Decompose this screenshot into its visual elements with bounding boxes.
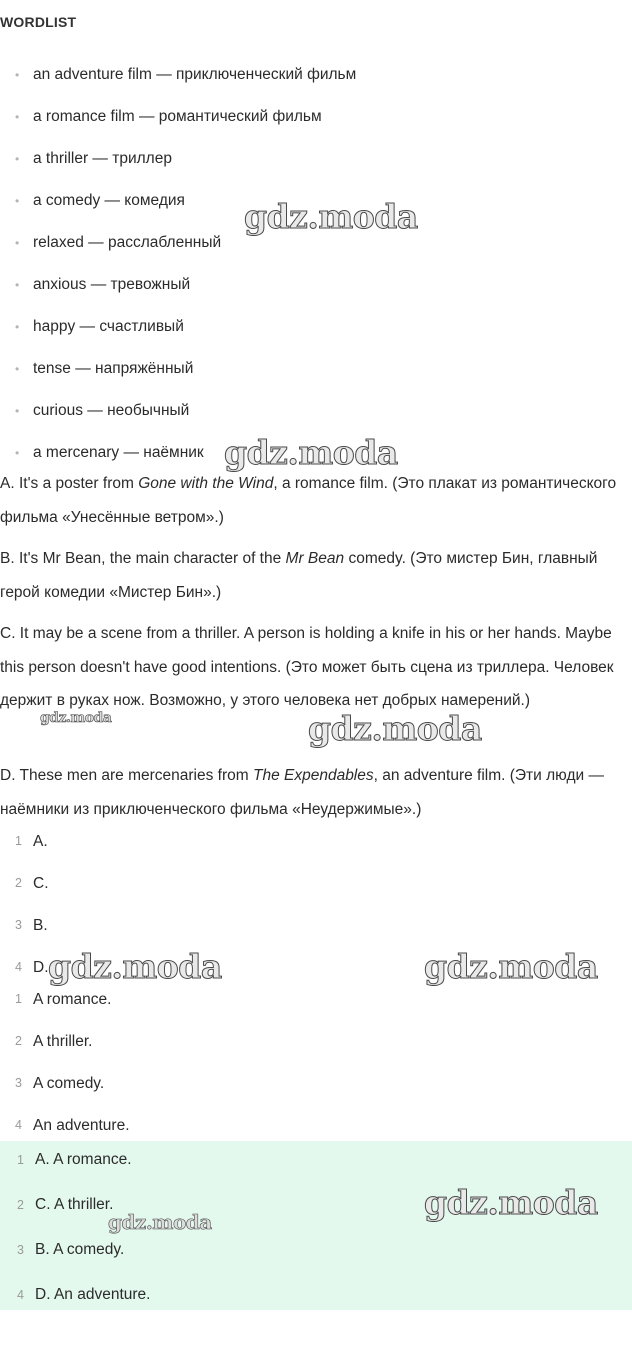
answer-item: [0, 1144, 150, 1189]
paragraph-d: [0, 759, 632, 826]
item-number: 4: [15, 1118, 22, 1132]
list-item: [0, 1067, 130, 1109]
wordlist-item: • a romance film — романтический фильм: [0, 96, 356, 138]
watermark: gdz.moda: [244, 197, 418, 236]
watermark: gdz.moda: [308, 709, 482, 748]
watermark: gdz.moda: [48, 947, 222, 986]
numbered-list-2: [0, 983, 130, 1151]
item-number: 2: [15, 1034, 22, 1048]
list-item: [0, 1025, 130, 1067]
watermark: gdz.moda: [108, 1210, 212, 1234]
answer-item: [0, 1279, 150, 1324]
answer-block: [0, 1141, 632, 1310]
paragraph-b: [0, 542, 632, 609]
item-number: 1: [15, 992, 22, 1006]
item-text: C.: [33, 875, 49, 892]
wordlist-item: • anxious — тревожный: [0, 264, 356, 306]
watermark: gdz.moda: [224, 433, 398, 472]
list-item: [0, 983, 130, 1025]
film-title: The Expendables: [252, 767, 374, 784]
item-number: 1: [17, 1153, 24, 1167]
wordlist-item: • curious — необычный: [0, 390, 356, 432]
item-number: 3: [15, 1076, 22, 1090]
wordlist-item: • relaxed — расслабленный: [0, 222, 356, 264]
item-text: B.: [33, 917, 48, 934]
film-title: Gone with the Wind: [138, 475, 274, 492]
watermark: gdz.moda: [424, 1183, 598, 1222]
paragraph-text: A. It's a poster from: [0, 475, 139, 492]
numbered-list-1: [0, 825, 49, 993]
paragraph-text: comedy. (Это мистер Бин, главный герой комедии «Мистер Бин».): [0, 550, 598, 601]
answer-item: [0, 1189, 150, 1234]
item-text: B. A comedy.: [35, 1241, 125, 1258]
wordlist: [0, 54, 356, 474]
item-text: A romance.: [33, 991, 112, 1008]
wordlist-item: • happy — счастливый: [0, 306, 356, 348]
item-text: An adventure.: [33, 1117, 130, 1134]
list-item: [0, 867, 49, 909]
item-number: 2: [17, 1198, 24, 1212]
item-text: A thriller.: [33, 1033, 93, 1050]
paragraph-a: [0, 467, 632, 534]
watermark: gdz.moda: [40, 710, 112, 726]
answer-item: [0, 1234, 150, 1279]
item-text: A.: [33, 833, 48, 850]
item-number: 4: [17, 1288, 24, 1302]
wordlist-item: • an adventure film — приключенческий фильм: [0, 54, 356, 96]
paragraph-text: B. It's Mr Bean, the main character of the: [0, 550, 286, 567]
item-text: A. A romance.: [35, 1151, 132, 1168]
item-text: D.: [33, 959, 49, 976]
item-number: 1: [15, 834, 22, 848]
item-text: D. An adventure.: [35, 1286, 151, 1303]
item-number: 4: [15, 960, 22, 974]
answer-list: [0, 1144, 150, 1324]
wordlist-title: WORDLIST: [0, 14, 77, 30]
wordlist-item: • a mercenary — наёмник: [0, 432, 356, 474]
item-text: C. A thriller.: [35, 1196, 114, 1213]
list-item: [0, 825, 49, 867]
wordlist-item: • tense — напряжённый: [0, 348, 356, 390]
item-number: 3: [15, 918, 22, 932]
paragraph-text: , an adventure film. (Эти люди — наёмники из приключенческого фильма «Неудержимые».): [0, 767, 604, 818]
wordlist-item: • a comedy — комедия: [0, 180, 356, 222]
paragraph-c: C. It may be a scene from a thriller. A person is holding a knife in his or her hands. Maybe this person doesn't have good intentions. (Это может быть сцена из триллера. Человек держит в руках нож. Возможно, у этого человека нет добрых намерений.): [0, 625, 614, 709]
item-number: 3: [17, 1243, 24, 1257]
paragraph-text: , a romance film. (Это плакат из романтического фильма «Унесённые ветром».): [0, 475, 617, 526]
list-item: [0, 909, 49, 951]
film-title: Mr Bean: [285, 550, 345, 567]
item-number: 2: [15, 876, 22, 890]
item-text: A comedy.: [33, 1075, 105, 1092]
paragraph-text: D. These men are mercenaries from: [0, 767, 253, 784]
wordlist-item: • a thriller — триллер: [0, 138, 356, 180]
watermark: gdz.moda: [424, 947, 598, 986]
